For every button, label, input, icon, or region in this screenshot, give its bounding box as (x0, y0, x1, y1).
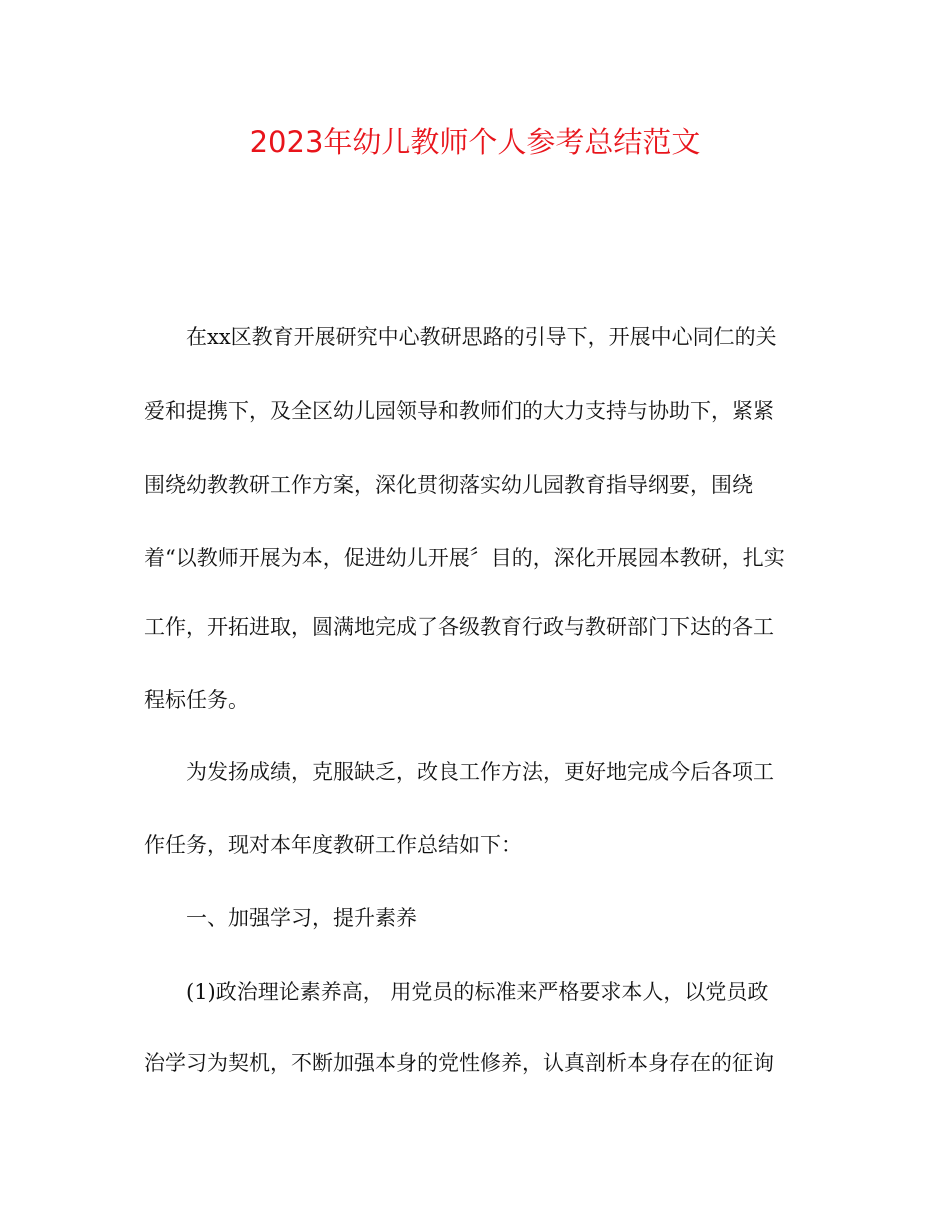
section-heading: 一、加强学习，提升素养 (186, 906, 417, 930)
paragraph-1-line-5: 工作，开拓进取，圆满地完成了各级教育行政与教研部门下达的各工 (144, 615, 774, 639)
document-title: 2023年幼儿教师个人参考总结范文 (249, 125, 701, 159)
paragraph-2-line-1: 为发扬成绩，克服缺乏，改良工作方法，更好地完成今后各项工 (186, 760, 774, 784)
paragraph-1-line-2: 爱和提携下，及全区幼儿园领导和教师们的大力支持与协助下，紧紧 (144, 399, 774, 423)
paragraph-3-line-1: (1)政治理论素养高， 用党员的标准来严格要求本人，以党员政 (186, 980, 769, 1004)
paragraph-1-line-6: 程标任务。 (144, 688, 249, 712)
paragraph-1-line-3: 围绕幼教教研工作方案，深化贯彻落实幼儿园教育指导纲要，围绕 (144, 473, 753, 497)
paragraph-2-line-2: 作任务，现对本年度教研工作总结如下： (144, 833, 522, 857)
paragraph-3-line-2: 治学习为契机，不断加强本身的党性修养，认真剖析本身存在的征询 (144, 1051, 774, 1075)
paragraph-1-line-4: 着“以教师开展为本，促进幼儿开展〞目的，深化开展园本教研，扎实 (144, 546, 785, 570)
paragraph-1-line-1: 在xx区教育开展研究中心教研思路的引导下，开展中心同仁的关 (186, 325, 777, 349)
